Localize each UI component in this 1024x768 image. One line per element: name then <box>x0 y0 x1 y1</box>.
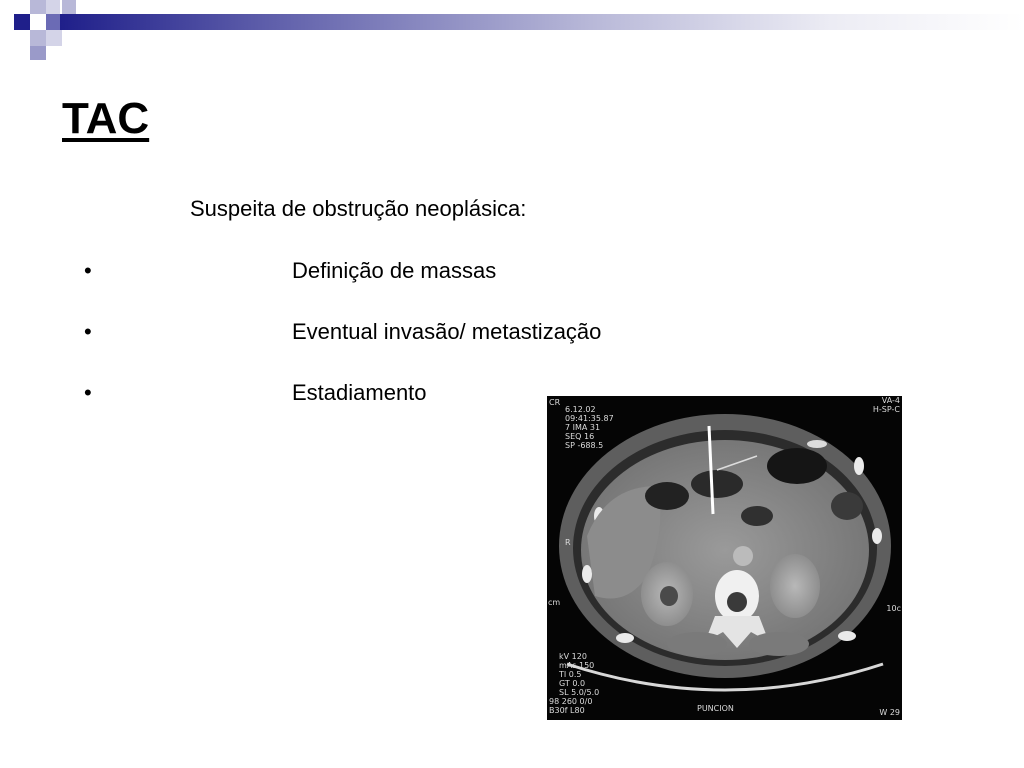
ct-overlay-line: SEQ 16 <box>565 432 595 441</box>
ct-overlay-line: mAs 150 <box>559 661 595 670</box>
ct-overlay-line: 98 260 0/0 <box>549 697 593 706</box>
decor-square <box>14 14 30 30</box>
ct-overlay-line: 09:41:35.87 <box>565 414 614 423</box>
decor-square <box>46 30 62 46</box>
decor-square <box>62 0 76 14</box>
header-gradient-bar <box>60 14 1024 30</box>
bullet-text: Definição de massas <box>292 258 497 283</box>
ct-overlay-line: GT 0.0 <box>559 679 586 688</box>
ct-overlay-line: 6.12.02 <box>565 405 596 414</box>
decorative-header-band <box>0 0 1024 64</box>
decor-square <box>30 30 46 46</box>
ct-overlay-line: TI 0.5 <box>559 670 582 679</box>
bullet-text: Estadiamento <box>292 380 427 405</box>
ct-overlay-line: SP -688.5 <box>565 441 604 450</box>
decor-square <box>14 30 30 46</box>
decor-square <box>46 14 60 30</box>
bullet-marker: • <box>84 258 92 283</box>
ct-overlay-line: VA-4 <box>881 396 900 405</box>
ct-overlay-line: SL 5.0/5.0 <box>559 688 600 697</box>
ct-side-label: R <box>565 538 571 547</box>
ct-scan-image <box>547 396 902 720</box>
decor-square <box>30 0 46 14</box>
slide-subtitle: Suspeita de obstrução neoplásica: <box>190 196 527 221</box>
decor-square <box>46 0 60 14</box>
ct-overlay-corner: CR <box>549 398 561 407</box>
ct-overlay-line: kV 120 <box>559 652 587 661</box>
bullet-marker: • <box>84 319 92 344</box>
bullet-marker: • <box>84 380 92 405</box>
ct-overlay-label: PUNCION <box>697 704 734 713</box>
slide-title: TAC <box>62 94 150 143</box>
bullet-text: Eventual invasão/ metastização <box>292 319 602 344</box>
ct-overlay-line: B30f L80 <box>549 706 585 715</box>
ct-side-label: 10c <box>886 604 901 613</box>
ct-overlay-label: W 29 <box>879 708 900 717</box>
ct-overlay-line: H-SP-C <box>872 405 900 414</box>
decor-square <box>30 46 46 60</box>
ct-side-label: cm <box>548 598 561 607</box>
ct-overlay-line: 7 IMA 31 <box>565 423 601 432</box>
